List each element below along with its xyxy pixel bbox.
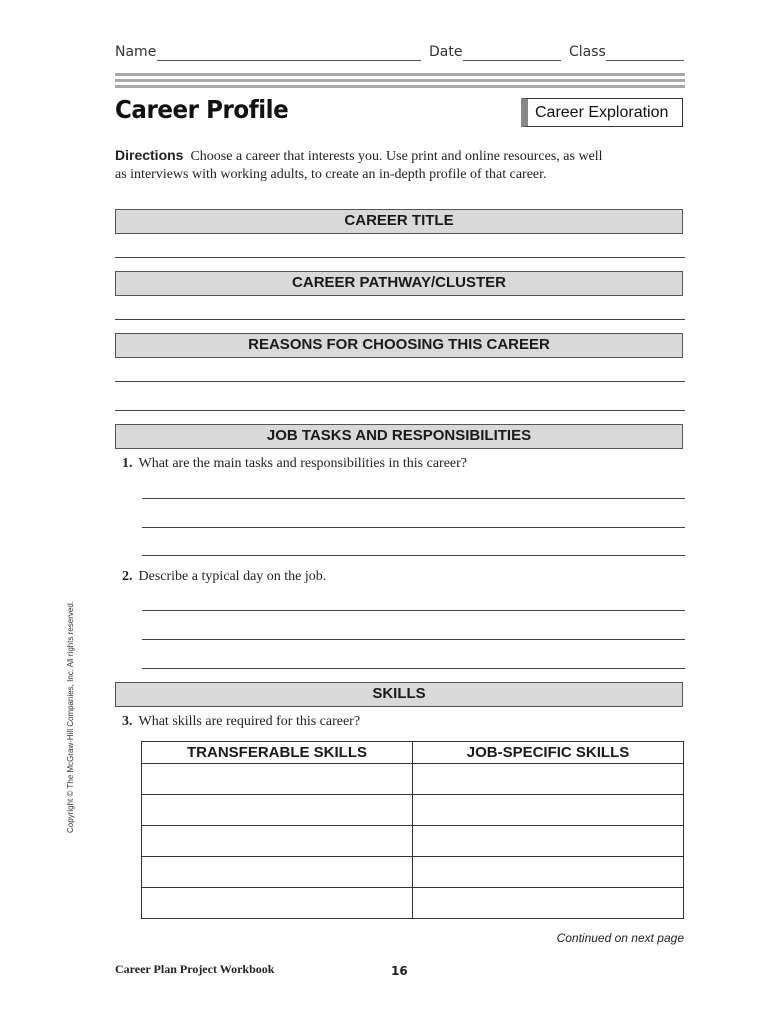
table-row bbox=[142, 888, 684, 919]
reasons-header: REASONS FOR CHOOSING THIS CAREER bbox=[115, 333, 683, 358]
answer-line[interactable] bbox=[142, 527, 685, 528]
transferable-skills-header: TRANSFERABLE SKILLS bbox=[142, 742, 413, 764]
table-row bbox=[142, 826, 684, 857]
career-pathway-line[interactable] bbox=[115, 319, 685, 320]
page-title: Career Profile bbox=[115, 95, 289, 124]
transferable-skill-cell[interactable] bbox=[142, 888, 413, 919]
transferable-skill-cell[interactable] bbox=[142, 826, 413, 857]
section-tag: Career Exploration bbox=[521, 98, 683, 127]
skills-header: SKILLS bbox=[115, 682, 683, 707]
answer-line[interactable] bbox=[142, 639, 685, 640]
question-number: 2. bbox=[122, 569, 133, 584]
job-specific-skill-cell[interactable] bbox=[413, 795, 684, 826]
copyright-notice: Copyright © The McGraw-Hill Companies, Inc. All rights reserved. bbox=[66, 600, 75, 833]
transferable-skill-cell[interactable] bbox=[142, 857, 413, 888]
header-rule bbox=[115, 73, 685, 76]
name-field[interactable] bbox=[157, 60, 421, 61]
job-specific-skill-cell[interactable] bbox=[413, 857, 684, 888]
page-number: 16 bbox=[391, 964, 408, 978]
directions-text: Choose a career that interests you. Use print and online resources, as well as interviews with working adults, to create an in-depth profile of that career. bbox=[115, 149, 603, 182]
answer-line[interactable] bbox=[142, 555, 685, 556]
question-2 bbox=[122, 569, 326, 585]
transferable-skill-cell[interactable] bbox=[142, 795, 413, 826]
name-label: Name bbox=[115, 44, 157, 60]
table-row bbox=[142, 795, 684, 826]
footer-book-title: Career Plan Project Workbook bbox=[115, 962, 275, 976]
question-3 bbox=[122, 714, 360, 730]
question-1 bbox=[122, 456, 467, 472]
skills-table-header bbox=[142, 742, 684, 764]
date-field[interactable] bbox=[463, 60, 561, 61]
job-specific-skill-cell[interactable] bbox=[413, 888, 684, 919]
reasons-line[interactable] bbox=[115, 381, 685, 382]
table-row bbox=[142, 764, 684, 795]
question-text: Describe a typical day on the job. bbox=[138, 569, 327, 584]
job-specific-skill-cell[interactable] bbox=[413, 826, 684, 857]
answer-line[interactable] bbox=[142, 610, 685, 611]
class-label: Class bbox=[569, 44, 606, 60]
question-text: What skills are required for this career? bbox=[138, 714, 361, 729]
question-number: 3. bbox=[122, 714, 133, 729]
career-title-header: CAREER TITLE bbox=[115, 209, 683, 234]
answer-line[interactable] bbox=[142, 498, 685, 499]
table-row bbox=[142, 857, 684, 888]
career-pathway-header: CAREER PATHWAY/CLUSTER bbox=[115, 271, 683, 296]
job-tasks-header: JOB TASKS AND RESPONSIBILITIES bbox=[115, 424, 683, 449]
skills-table bbox=[141, 741, 684, 919]
question-text: What are the main tasks and responsibilities in this career? bbox=[138, 456, 468, 471]
job-specific-skill-cell[interactable] bbox=[413, 764, 684, 795]
header-rule bbox=[115, 85, 685, 88]
question-number: 1. bbox=[122, 456, 133, 471]
reasons-line[interactable] bbox=[115, 410, 685, 411]
class-field[interactable] bbox=[606, 60, 684, 61]
continued-note: Continued on next page bbox=[556, 931, 684, 945]
transferable-skill-cell[interactable] bbox=[142, 764, 413, 795]
directions bbox=[115, 146, 615, 184]
date-label: Date bbox=[429, 44, 463, 60]
job-specific-skills-header: JOB-SPECIFIC SKILLS bbox=[413, 742, 684, 764]
answer-line[interactable] bbox=[142, 668, 685, 669]
career-title-line[interactable] bbox=[115, 257, 685, 258]
header-rule bbox=[115, 79, 685, 82]
directions-label: Directions bbox=[115, 147, 184, 163]
